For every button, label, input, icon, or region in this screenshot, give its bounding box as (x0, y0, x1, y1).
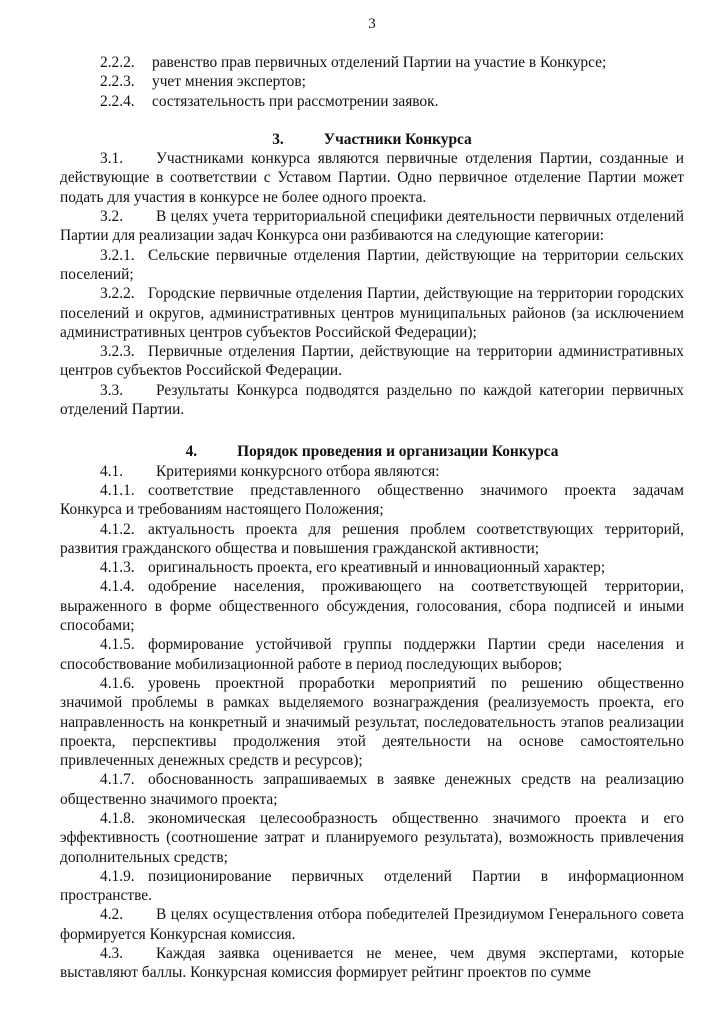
clause-paragraph (60, 207, 684, 246)
page-number: 3 (368, 16, 376, 32)
clause-number: 4.1.2. (100, 520, 135, 538)
clause-text: уровень проектной проработки мероприятий по решению общественно значимой проблемы в рамках выделяемого вознаграждения (реализуемость проекта, его направленность на конкретный и значимый результат, последовательность этапов реализации проекта, перспективы продолжения этой деятельности на основе самостоятельно привлеченных денежных средств и ресурсов); (60, 674, 684, 770)
clause-paragraph (60, 149, 684, 207)
clause-number: 4.1.1. (100, 481, 135, 499)
section-3-heading (60, 130, 684, 149)
clause-paragraph (60, 944, 684, 983)
clause-paragraph (60, 635, 684, 674)
clause-number: 3.3. (100, 381, 124, 399)
clause-number: 4.1.6. (100, 674, 135, 692)
clause-number: 3.1. (100, 150, 124, 168)
clause-text: Каждая заявка оценивается не менее, чем двумя экспертами, которые выставляют баллы. Конкурсная комиссия формирует рейтинг проектов по сумме (60, 945, 684, 982)
clause-text: экономическая целесообразность общественно значимого проекта и его эффективность (соотношение затрат и планируемого результата), возможность привлечения дополнительных средств; (60, 809, 684, 866)
clause-text: Участниками конкурса являются первичные отделения Партии, созданные и действующие в соответствии с Уставом Партии. Одно первичное отделение Партии может подать для участия в конкурсе не более одного проекта. (60, 150, 684, 206)
clause-number: 4.3. (100, 945, 124, 963)
clause-paragraph (60, 246, 684, 285)
clause-paragraph (60, 481, 684, 520)
clause-text: позиционирование первичных отделений Партии в информационном пространстве. (60, 867, 684, 905)
clause-text: В целях осуществления отбора победителей Президиумом Генерального совета формируется Конкурсная комиссия. (60, 906, 684, 943)
clause-paragraph (60, 867, 684, 906)
clause-number: 4.1.3. (100, 559, 135, 577)
list-item (60, 53, 684, 72)
section-4-heading (60, 442, 684, 461)
clause-text: формирование устойчивой группы поддержки Партии среди населения и способствование мобилизационной работе в период последующих выборов; (60, 636, 684, 673)
clause-number: 4.1.8. (100, 809, 135, 827)
section-number: 4. (185, 443, 198, 461)
clause-number: 4.1.9. (100, 867, 135, 885)
clause-text: соответствие представленного общественно значимого проекта задачам Конкурса и требованиям настоящего Положения; (60, 481, 684, 519)
clause-paragraph (60, 809, 684, 867)
clause-paragraph (60, 558, 684, 577)
clause-text: состязательность при рассмотрении заявок. (152, 92, 439, 110)
clause-list-2 (60, 53, 684, 111)
section-title: Участники Конкурса (323, 130, 472, 148)
clause-text: Первичные отделения Партии, действующие на территории административных центров субъектов Российской Федерации. (60, 343, 684, 380)
clause-paragraph (60, 770, 684, 809)
document-body (60, 53, 684, 983)
clause-paragraph (60, 577, 684, 635)
clause-number: 4.2. (100, 906, 124, 924)
clause-text: актуальность проекта для решения проблем соответствующих территорий, развития гражданского общества и повышения гражданской активности; (60, 520, 684, 557)
clause-number: 2.2.4. (100, 92, 135, 110)
section-title: Порядок проведения и организации Конкурса (237, 443, 559, 461)
clause-paragraph (60, 284, 684, 342)
list-item (60, 72, 684, 91)
clause-paragraph (60, 520, 684, 559)
list-item (60, 92, 684, 111)
section-number: 3. (272, 130, 284, 148)
clause-number: 4.1.7. (100, 771, 135, 789)
clause-text: Результаты Конкурса подводятся раздельно по каждой категории первичных отделений Партии. (60, 381, 684, 419)
clause-number: 4.1.5. (100, 636, 135, 654)
clause-text: одобрение населения, проживающего на соответствующей территории, выраженного в форме общественного обсуждения, голосования, сбора подписей и иными способами; (60, 578, 684, 635)
clause-number: 3.2.1. (100, 246, 135, 264)
clause-number: 3.2. (100, 208, 124, 226)
clause-text: обоснованность запрашиваемых в заявке денежных средств на реализацию общественно значимого проекта; (60, 771, 684, 808)
clause-paragraph (60, 905, 684, 944)
clause-text: Городские первичные отделения Партии, действующие на территории городских поселений и округов, административных центров муниципальных районов (за исключением административных центров субъектов Российской Федерации); (60, 285, 684, 341)
clause-paragraph (60, 462, 684, 481)
clause-number: 4.1.4. (100, 578, 135, 596)
clause-number: 3.2.3. (100, 343, 135, 361)
clause-number: 4.1. (100, 462, 124, 480)
section-3-body (60, 149, 684, 419)
clause-text: В целях учета территориальной специфики деятельности первичных отделений Партии для реализации задач Конкурса они разбиваются на следующие категории: (60, 208, 684, 245)
clause-number: 2.2.3. (100, 73, 135, 91)
clause-number: 3.2.2. (100, 285, 135, 303)
clause-paragraph (60, 381, 684, 420)
clause-text: Сельские первичные отделения Партии, действующие на территории сельских поселений; (60, 246, 684, 283)
section-4-body (60, 462, 684, 983)
clause-text: Критериями конкурсного отбора являются: (156, 462, 440, 480)
clause-text: учет мнения экспертов; (152, 73, 306, 91)
clause-text: оригинальность проекта, его креативный и инновационный характер; (148, 559, 606, 577)
clause-text: равенство прав первичных отделений Партии на участие в Конкурсе; (152, 54, 607, 71)
clause-paragraph (60, 674, 684, 770)
clause-number: 2.2.2. (100, 54, 135, 71)
clause-paragraph (60, 342, 684, 381)
